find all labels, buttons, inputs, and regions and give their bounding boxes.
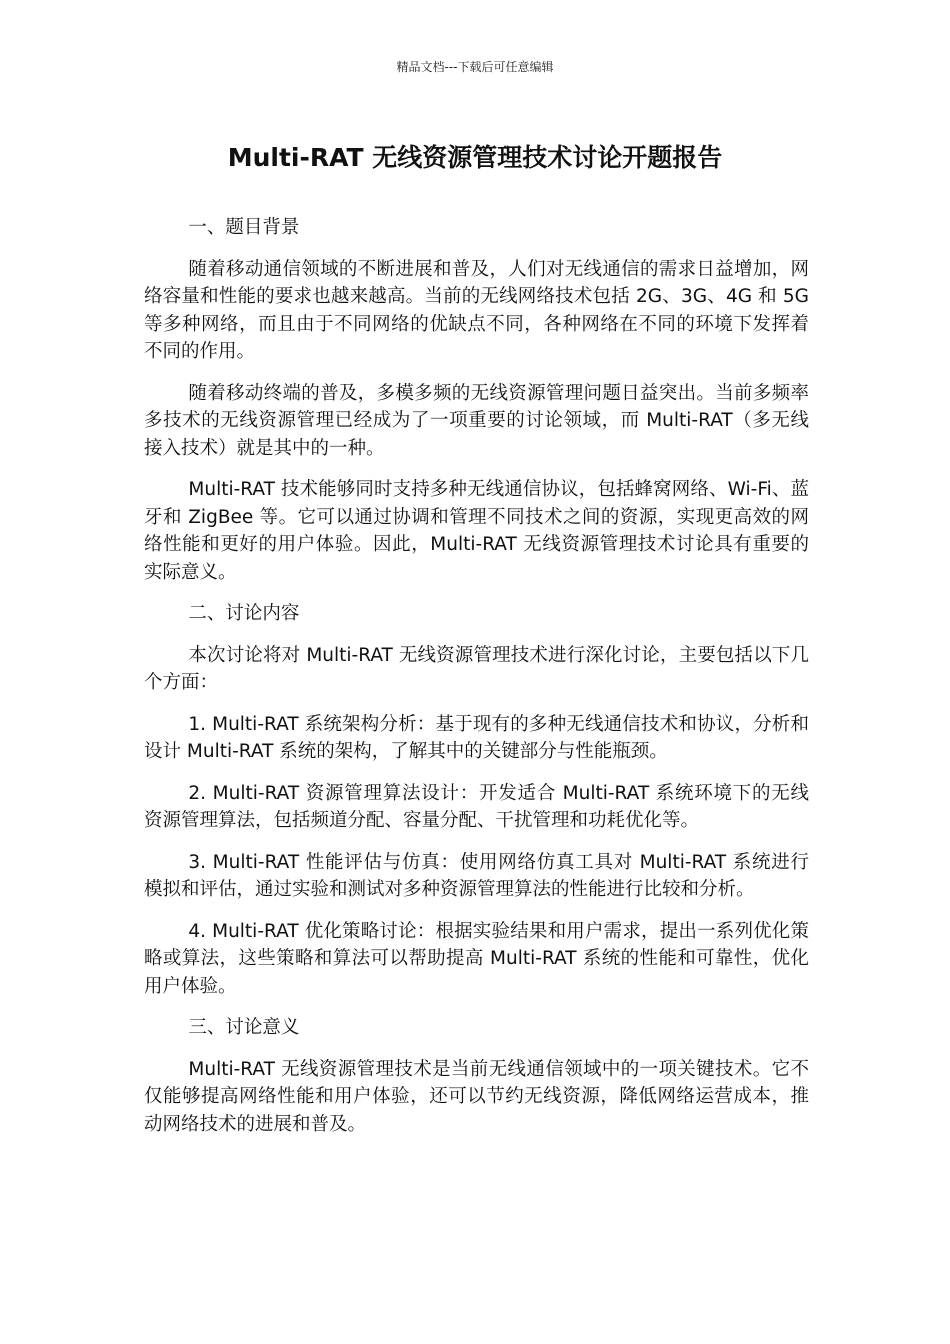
paragraph: 本次讨论将对 Multi-RAT 无线资源管理技术进行深化讨论，主要包括以下几个方面：: [144, 644, 809, 693]
paragraph: Multi-RAT 技术能够同时支持多种无线通信协议，包括蜂窝网络、Wi-Fi、蓝牙和 ZigBee 等。它可以通过协调和管理不同技术之间的资源，实现更高效的网络性能和更好的用户体验。因此，Multi-RAT 无线资源管理技术讨论具有重要的实际意义。: [144, 479, 809, 583]
section-heading-background: 一、题目背景: [188, 217, 300, 238]
header-note: 精品文档---下载后可任意编辑: [396, 60, 554, 74]
section-heading-content: 二、讨论内容: [188, 603, 300, 624]
paragraph: 随着移动终端的普及，多模多频的无线资源管理问题日益突出。当前多频率多技术的无线资源管理已经成为了一项重要的讨论领域，而 Multi-RAT（多无线接入技术）就是其中的一种。: [144, 382, 809, 459]
paragraph: 随着移动通信领域的不断进展和普及，人们对无线通信的需求日益增加，网络容量和性能的要求也越来越高。当前的无线网络技术包括 2G、3G、4G 和 5G 等多种网络，而且由于不同网络的优缺点不同，各种网络在不同的环境下发挥着不同的作用。: [144, 258, 809, 362]
document-title: Multi-RAT 无线资源管理技术讨论开题报告: [227, 143, 723, 172]
list-item: 1. Multi-RAT 系统架构分析：基于现有的多种无线通信技术和协议，分析和设计 Multi-RAT 系统的架构，了解其中的关键部分与性能瓶颈。: [144, 713, 809, 762]
document-body: [144, 214, 809, 1152]
section-heading-significance: 三、讨论意义: [188, 1017, 300, 1038]
list-item: 3. Multi-RAT 性能评估与仿真：使用网络仿真工具对 Multi-RAT 系统进行模拟和评估，通过实验和测试对多种资源管理算法的性能进行比较和分析。: [144, 851, 809, 900]
list-item: 4. Multi-RAT 优化策略讨论：根据实验结果和用户需求，提出一系列优化策略或算法，这些策略和算法可以帮助提高 Multi-RAT 系统的性能和可靠性，优化用户体验。: [144, 920, 809, 997]
list-item: 2. Multi-RAT 资源管理算法设计：开发适合 Multi-RAT 系统环境下的无线资源管理算法，包括频道分配、容量分配、干扰管理和功耗优化等。: [144, 782, 809, 831]
paragraph: Multi-RAT 无线资源管理技术是当前无线通信领域中的一项关键技术。它不仅能够提高网络性能和用户体验，还可以节约无线资源，降低网络运营成本，推动网络技术的进展和普及。: [144, 1058, 809, 1135]
